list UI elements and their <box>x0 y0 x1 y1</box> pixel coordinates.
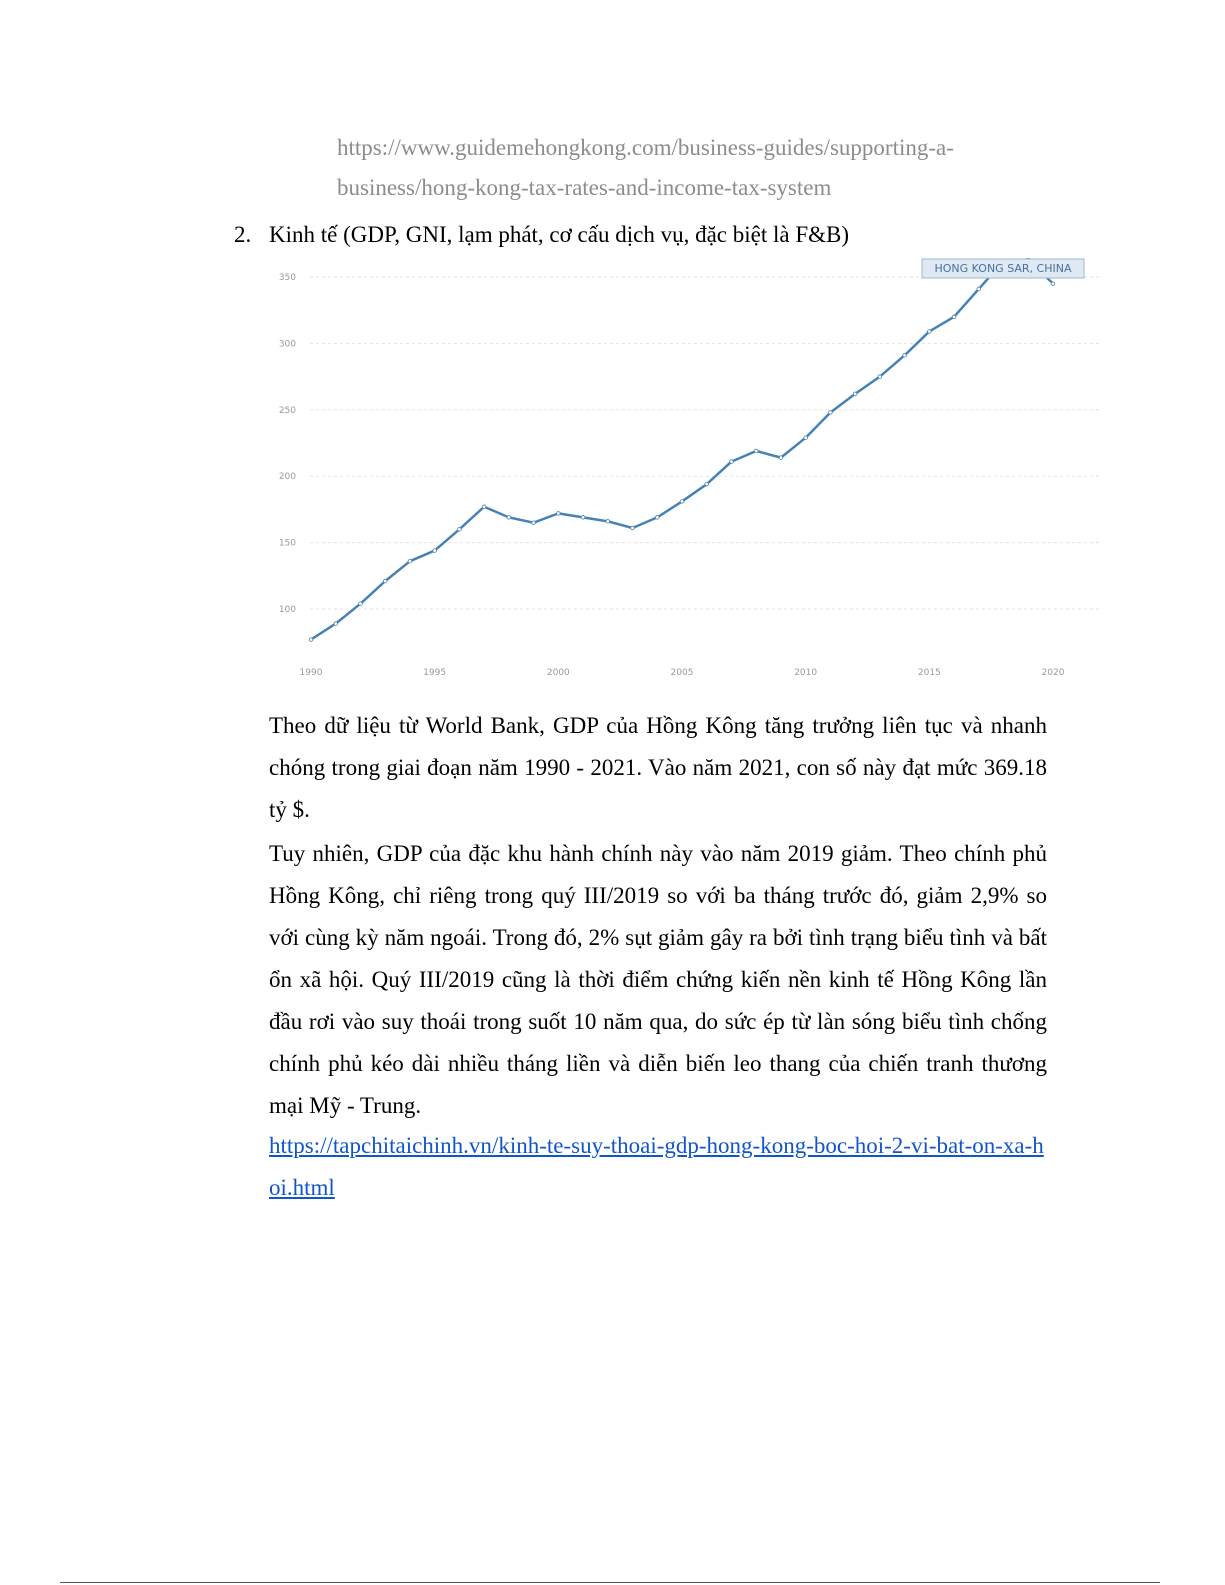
data-point-2008 <box>754 449 758 453</box>
x-tick-label: 2015 <box>917 668 941 678</box>
y-tick-label: 250 <box>278 405 296 416</box>
data-point-1998 <box>507 516 511 520</box>
data-point-2020 <box>1051 282 1055 286</box>
data-point-2004 <box>655 516 659 520</box>
data-point-2012 <box>853 392 857 396</box>
data-point-2016 <box>952 315 956 319</box>
x-axis-ticks <box>300 668 1065 678</box>
section-title: Kinh tế (GDP, GNI, lạm phát, cơ cấu dịch vụ, đặc biệt là F&B) <box>269 222 850 247</box>
data-point-2006 <box>705 482 709 486</box>
data-point-2000 <box>557 512 561 516</box>
data-point-2015 <box>928 330 932 334</box>
series-tooltip <box>922 259 1084 278</box>
x-tick-label: 2005 <box>670 668 694 678</box>
data-point-1995 <box>433 549 437 553</box>
data-point-1997 <box>482 505 486 509</box>
y-tick-label: 150 <box>278 538 296 549</box>
source-link[interactable]: https://tapchitaichinh.vn/kinh-te-suy-thoai-gdp-hong-kong-boc-hoi-2-vi-bat-on-xa-hoi.html <box>269 1133 1044 1200</box>
data-point-2014 <box>903 354 907 358</box>
data-point-2002 <box>606 520 610 524</box>
x-tick-label: 1990 <box>299 668 323 678</box>
series-line-layer <box>311 260 1053 640</box>
gdp-line-chart <box>262 258 1112 688</box>
reference-url: https://www.guidemehongkong.com/business-guides/supporting-a-business/hong-kong-tax-rates-and-income-tax-system <box>337 135 954 200</box>
data-point-1992 <box>359 602 363 606</box>
data-point-1996 <box>458 528 462 532</box>
data-point-2009 <box>779 456 783 460</box>
x-tick-label: 1995 <box>423 668 447 678</box>
tooltip-label: HONG KONG SAR, CHINA <box>934 262 1072 275</box>
data-point-2007 <box>730 460 734 464</box>
data-point-2017 <box>977 287 981 291</box>
series-point-layer <box>309 258 1055 641</box>
data-point-2001 <box>581 516 585 520</box>
x-tick-label: 2020 <box>1041 668 1065 678</box>
data-point-1994 <box>408 559 412 563</box>
section-heading <box>234 215 849 255</box>
data-point-2013 <box>878 375 882 379</box>
data-point-1991 <box>334 622 338 626</box>
y-tick-label: 350 <box>278 273 296 283</box>
paragraph-gdp-growth: Theo dữ liệu từ World Bank, GDP của Hồng Kông tăng trưởng liên tục và nhanh chóng trong giai đoạn năm 1990 - 2021. Vào năm 2021, con số này đạt mức 369.18 tỷ $. <box>269 713 1047 822</box>
x-tick-label: 2010 <box>794 668 818 678</box>
y-tick-label: 200 <box>278 472 296 483</box>
chart-gridlines <box>310 277 1100 609</box>
data-point-1990 <box>309 638 313 642</box>
data-point-2010 <box>804 436 808 440</box>
series-line <box>311 260 1053 640</box>
y-tick-label: 100 <box>278 605 296 615</box>
section-number: 2. <box>234 222 252 247</box>
data-point-1999 <box>532 521 536 525</box>
data-point-1993 <box>383 579 387 583</box>
paragraph-gdp-decline: Tuy nhiên, GDP của đặc khu hành chính này vào năm 2019 giảm. Theo chính phủ Hồng Kông, chỉ riêng trong quý III/2019 so với ba tháng trước đó, giảm 2,9% so với cùng kỳ năm ngoái. Trong đó, 2% sụt giảm gây ra bởi tình trạng biểu tình và bất ổn xã hội. Quý III/2019 cũng là thời điểm chứng kiến nền kinh tế Hồng Kông lần đầu rơi vào suy thoái trong suốt 10 năm qua, do sức ép từ làn sóng biểu tình chống chính phủ kéo dài nhiều tháng liền và diễn biến leo thang của chiến tranh thương mại Mỹ - Trung. <box>269 841 1047 1118</box>
data-point-2011 <box>829 411 833 415</box>
x-tick-label: 2000 <box>546 668 570 678</box>
page-footer-rule <box>60 1582 1160 1583</box>
y-tick-label: 300 <box>278 339 296 350</box>
y-axis-ticks <box>279 273 296 615</box>
data-point-2003 <box>631 526 635 530</box>
data-point-2005 <box>680 500 684 504</box>
